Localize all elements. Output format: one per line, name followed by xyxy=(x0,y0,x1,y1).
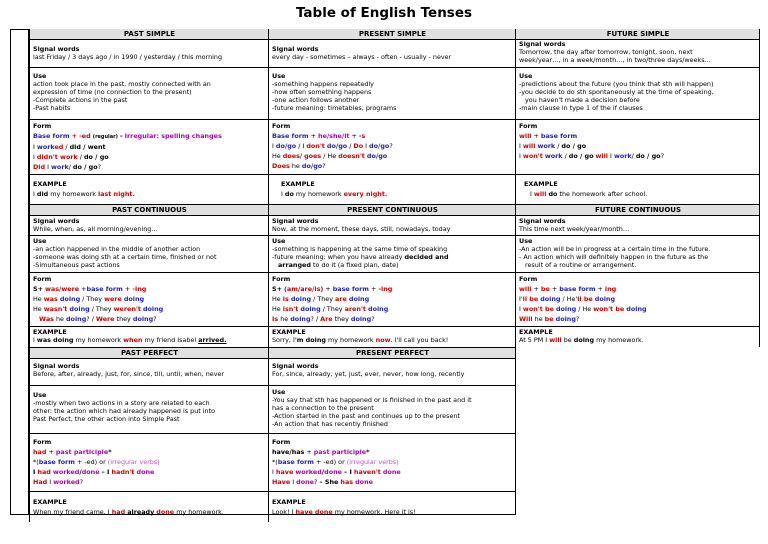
past-perfect-signal: Signal words Before, after, already, just, for, since, till, until, when, never xyxy=(30,359,269,386)
present-perfect-header: PRESENT PERFECT xyxy=(269,348,516,359)
form-line: Base form + -ed (regular) - Irregular: spelling changes xyxy=(33,132,222,140)
form-line: I worked / did / went xyxy=(33,143,106,151)
present-simple-example: EXAMPLE I do my homework every night. xyxy=(269,175,516,205)
example-text: I did my homework last night. xyxy=(33,190,135,198)
past-perfect-form: Form had + past participle* *(base form + -ed) or (irregular verbs) I had worked/done – I hadn't done Had I worked? xyxy=(30,434,269,492)
present-simple-form: Form Base form + he/she/it + -s I do/go / I don't do/go / Do I do/go? He does/ goes / He doesn't do/go Does he do/go? xyxy=(269,120,516,175)
past-continuous-example: EXAMPLE I was doing my homework when my friend Isabel arrived. xyxy=(30,327,269,348)
future-continuous-header: FUTURE CONTINUOUS xyxy=(516,205,760,216)
past-continuous-form: Form S+ was/were +base form + -ing He was doing / They were doing He wasn't doing / They weren't doing Was he doing? / Were they doing? xyxy=(30,273,269,327)
future-simple-use: Use -predictions about the future (you think that sth will happen) -you decide to do sth spontaneously at the time of speaking, you haven't made a decision before -main clause in type 1 of the if clauses xyxy=(516,68,760,120)
future-simple-signal: Signal words Tomorrow, the day after tomorrow, tonight, soon, next week/year…, in a week/month…, in two/three days/weeks… xyxy=(516,40,760,68)
present-continuous-example: EXAMPLE Sorry, I'm doing my homework now. I'll call you back! xyxy=(269,327,516,348)
past-perfect-use: Use -mostly when two actions in a story are related to each other: the action which had already happened is put into Past Perfect, the other action into Simple Past xyxy=(30,386,269,434)
future-simple-header: FUTURE SIMPLE xyxy=(516,29,760,40)
present-perfect-form: Form have/has + past participle* *(base form + -ed) or (irregular verbs) I have worked/done – I haven't done Have I done? – She has done xyxy=(269,434,516,492)
future-simple-form: Form will + base form I will work / do / go I won't work / do / go will I work/ do / go? xyxy=(516,120,760,175)
present-continuous-form: Form S+ (am/are/is) + base form + -ing He is doing / They are doing He isn't doing / They aren't doing Is he doing? / Are they doing? xyxy=(269,273,516,327)
column-past xyxy=(29,29,269,522)
future-continuous-form: Form will + be + base form + ing I'll be doing / He'll be doing I won't be doing / He won't be doing Will he be doing? xyxy=(516,273,760,327)
present-continuous-use: Use -something is happening at the same time of speaking -future meaning: when you have already decided and arranged to do it (a fixed plan, date) xyxy=(269,236,516,273)
table-bottom-border xyxy=(10,514,516,515)
left-border xyxy=(10,29,11,515)
past-simple-header: PAST SIMPLE xyxy=(30,29,269,40)
past-perfect-header: PAST PERFECT xyxy=(30,348,269,359)
form-line: Did I work/ do / go? xyxy=(33,163,102,171)
present-perfect-use: Use -You say that sth has happened or is finished in the past and it has a connection to the present -Action started in the past and continues up to the present -An action that has recently finished xyxy=(269,386,516,434)
present-simple-signal: Signal words every day - sometimes – always - often - usually - never xyxy=(269,40,516,68)
empty-cell xyxy=(515,347,761,515)
form-line: I didn't work / do / go xyxy=(33,153,109,161)
future-continuous-example: EXAMPLE At 5 PM I will be doing my homework. xyxy=(516,327,760,348)
past-continuous-use: Use -an action happened in the middle of another action -someone was doing sth at a certain time, finished or not -Simultaneous past actions xyxy=(30,236,269,273)
past-simple-use: Use action took place in the past, mostly connected with an expression of time (no connection to the present) -Complete actions in the past -Past habits xyxy=(30,68,269,120)
present-simple-use: Use -something happens repeatedly -how often something happens -one action follows another -future meaning: timetables, programs xyxy=(269,68,516,120)
past-continuous-signal: Signal words While, when, as, all morning/evening… xyxy=(30,216,269,236)
future-continuous-signal: Signal words This time next week/year/month… xyxy=(516,216,760,236)
future-continuous-use: Use -An action will be in progress at a certain time in the future. - An action which will definitely happen in the future as the result of a routine or arrangement. xyxy=(516,236,760,273)
present-perfect-signal: Signal words For, since, already, yet, just, ever, never, how long, recently xyxy=(269,359,516,386)
page-title: Table of English Tenses xyxy=(295,5,473,21)
margin-column xyxy=(10,29,29,515)
past-simple-signal: Signal words last Friday / 3 days ago / in 1990 / yesterday / this morning xyxy=(30,40,269,68)
column-present xyxy=(268,29,516,522)
column-future xyxy=(515,29,760,348)
past-simple-example: EXAMPLE I did my homework last night. xyxy=(30,175,269,205)
present-continuous-signal: Signal words Now, at the moment, these days, still, nowadays, today xyxy=(269,216,516,236)
past-continuous-header: PAST CONTINUOUS xyxy=(30,205,269,216)
past-simple-form: Form Base form + -ed (regular) - Irregular: spelling changes I worked / did / went I didn't work / do / go Did I work/ do / go? xyxy=(30,120,269,175)
present-continuous-header: PRESENT CONTINUOUS xyxy=(269,205,516,216)
present-simple-header: PRESENT SIMPLE xyxy=(269,29,516,40)
present-perfect-example: EXAMPLE Look! I have done my homework. Here it is! xyxy=(272,498,416,516)
right-border xyxy=(759,29,760,347)
past-perfect-example: EXAMPLE When my friend came, I had already done my homework. xyxy=(33,498,224,516)
future-simple-example: EXAMPLE I will do the homework after school. xyxy=(516,175,760,205)
